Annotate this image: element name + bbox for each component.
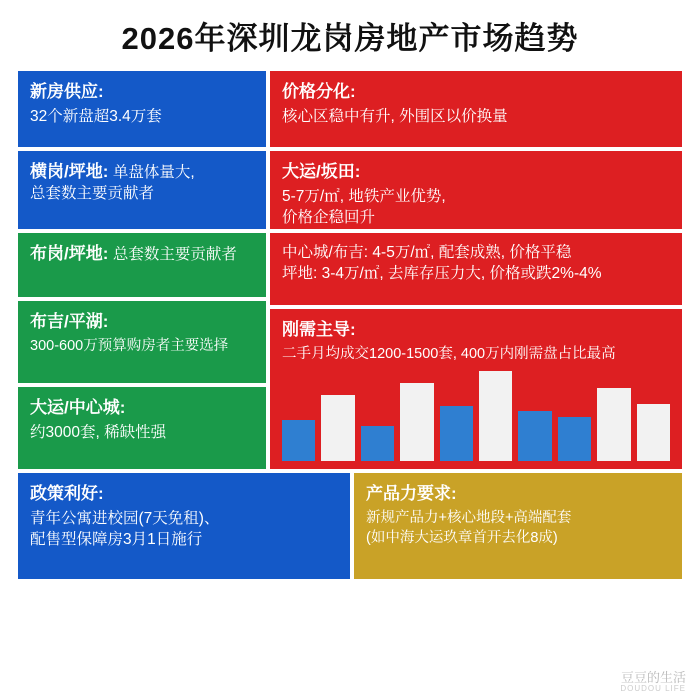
watermark <box>620 671 686 694</box>
panel-dayun-bantian <box>268 149 684 231</box>
chart-bar <box>518 411 551 462</box>
panel-new-supply-head: 新房供应: <box>30 82 104 102</box>
chart-bar <box>597 388 630 462</box>
panel-price-divergence-line1: 核心区稳中有升, 外围区以价换量 <box>282 108 508 126</box>
chart-bar <box>479 371 512 461</box>
panel-dayun-bantian-line2: 价格企稳回升 <box>282 209 376 227</box>
panel-new-supply <box>16 69 268 149</box>
panel-rigid-demand-line1: 二手月均成交1200-1500套, 400万内刚需盘占比最高 <box>282 346 616 363</box>
panel-dayun-center-line1: 约3000套, 稀缺性强 <box>30 424 167 442</box>
page-title: 2026年深圳龙岗房地产市场趋势 <box>121 21 579 56</box>
demand-bar-chart <box>282 369 670 461</box>
panel-product-power-line1: 新规产品力+核心地段+高端配套 <box>366 510 572 527</box>
panel-center-buji-line1: 中心城/布吉: 4-5万/㎡, 配套成熟, 价格平稳 <box>282 244 572 262</box>
chart-bar <box>361 426 394 461</box>
panel-bugang-head: 布岗/坪地: <box>30 244 109 264</box>
panel-product-power-head: 产品力要求: <box>366 484 457 504</box>
panel-product-power-line2: (如中海大运玖章首开去化8成) <box>366 529 558 546</box>
panel-center-buji-line2: 坪地: 3-4万/㎡, 去库存压力大, 价格或跌2%-4% <box>282 265 602 283</box>
panel-dayun-bantian-line1: 5-7万/㎡, 地铁产业优势, <box>282 188 446 206</box>
chart-bar <box>637 404 670 461</box>
panel-center-buji-price <box>268 231 684 307</box>
panel-rigid-demand <box>268 307 684 471</box>
panel-henggang <box>16 149 268 231</box>
panel-product-power <box>352 471 684 581</box>
panel-policy-line2: 配售型保障房3月1日施行 <box>30 531 203 549</box>
panel-policy-line1: 青年公寓进校园(7天免租)、 <box>30 510 220 528</box>
panel-price-divergence <box>268 69 684 149</box>
panel-rigid-demand-head: 刚需主导: <box>282 320 356 340</box>
panel-buji-pinghu-head: 布吉/平湖: <box>30 312 109 332</box>
panel-policy-head: 政策利好: <box>30 484 104 504</box>
panel-henggang-line2: 总套数主要贡献者 <box>30 185 155 203</box>
chart-bar <box>440 406 473 461</box>
panel-new-supply-line1: 32个新盘超3.4万套 <box>30 108 162 126</box>
watermark-sub: DOUDOU LIFE <box>620 684 686 694</box>
panel-henggang-head: 横岗/坪地: <box>30 162 109 182</box>
panel-policy <box>16 471 352 581</box>
chart-bar <box>400 383 433 461</box>
panel-buji-pinghu <box>16 299 268 385</box>
chart-bar <box>282 420 315 461</box>
chart-bar <box>321 395 354 461</box>
panel-henggang-line1: 单盘体量大, <box>112 164 195 182</box>
panel-board <box>16 69 684 669</box>
panel-bugang-line1: 总套数主要贡献者 <box>112 246 237 264</box>
panel-dayun-center <box>16 385 268 471</box>
panel-price-divergence-head: 价格分化: <box>282 82 356 102</box>
panel-dayun-bantian-head: 大运/坂田: <box>282 162 361 182</box>
panel-bugang <box>16 231 268 299</box>
panel-dayun-center-head: 大运/中心城: <box>30 398 126 418</box>
panel-buji-pinghu-line1: 300-600万预算购房者主要选择 <box>30 338 229 355</box>
chart-bar <box>558 417 591 461</box>
watermark-main: 豆豆的生活 <box>620 669 686 685</box>
